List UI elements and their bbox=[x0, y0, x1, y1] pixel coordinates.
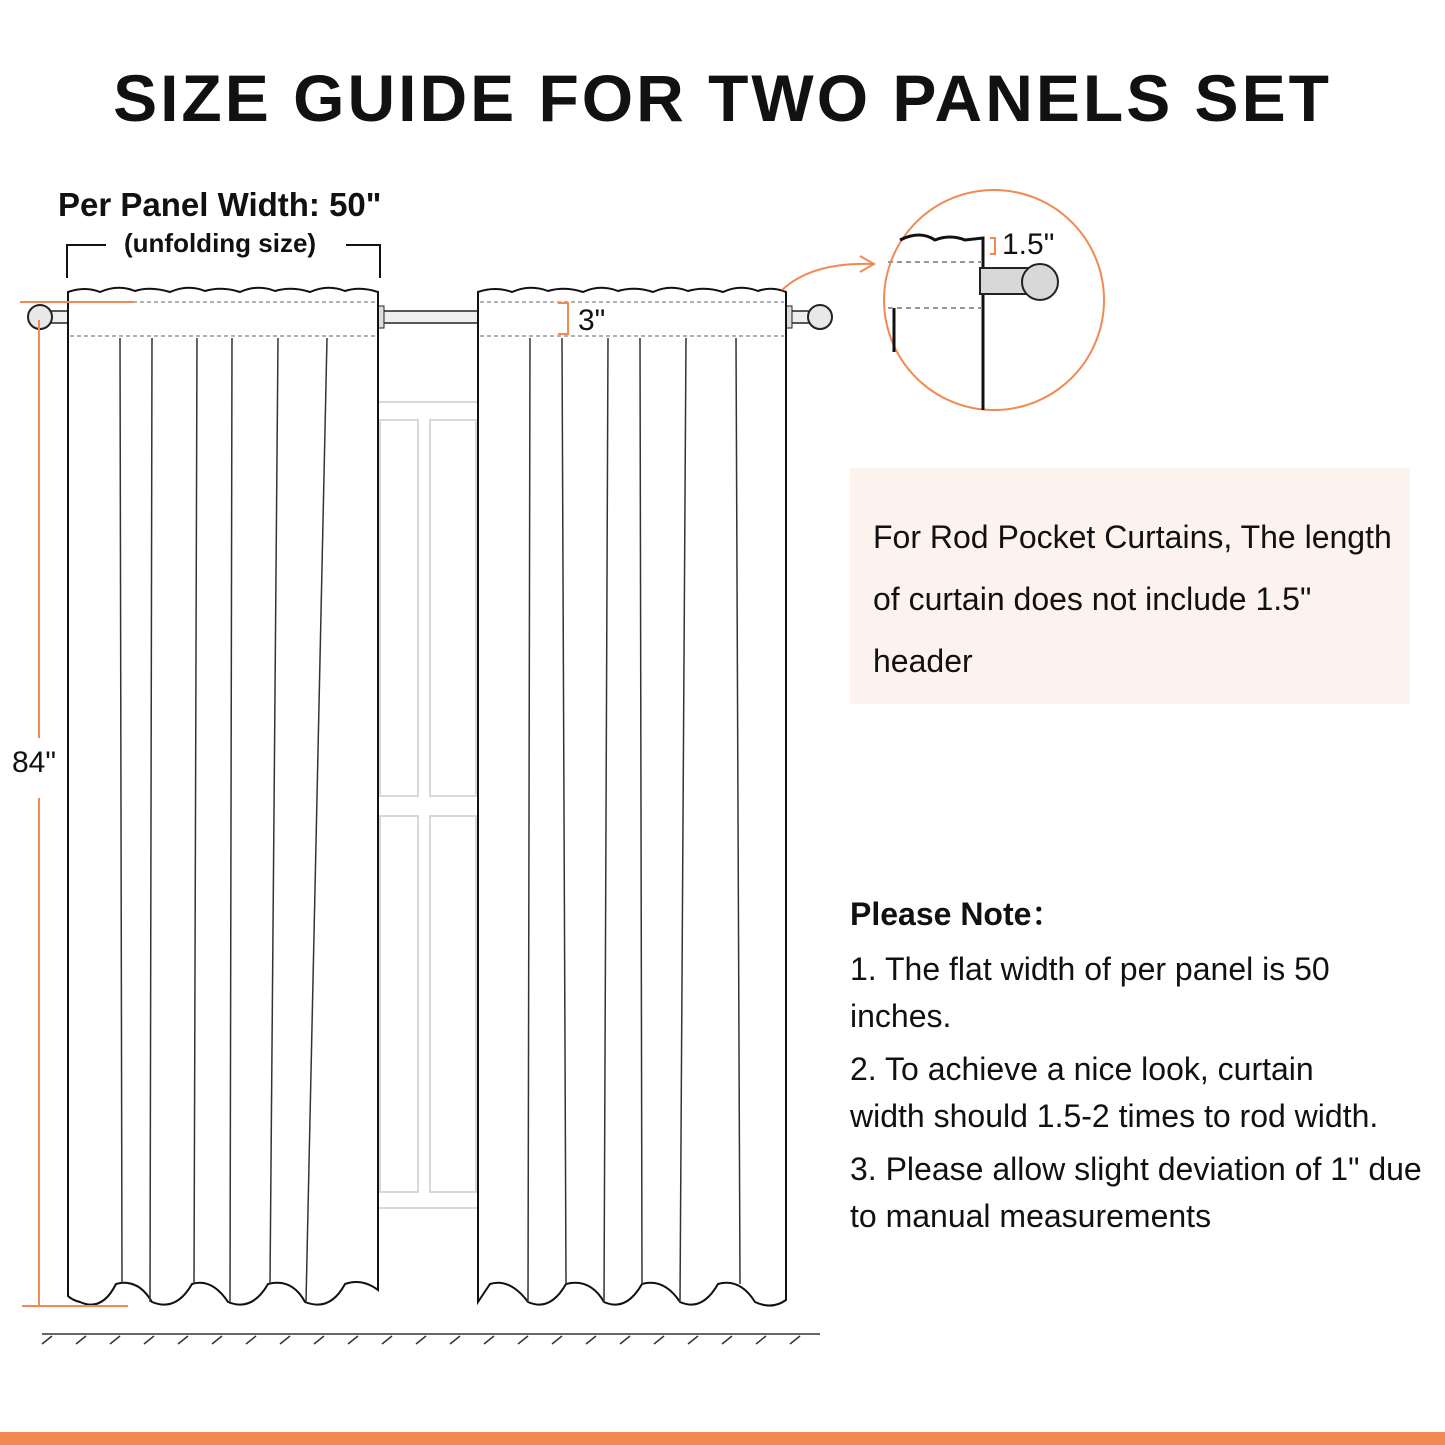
width-sublabel: (unfolding size) bbox=[124, 228, 317, 258]
note-item: 1. The flat width of per panel is 50 inches. bbox=[850, 951, 1330, 1034]
pocket-label: 3" bbox=[578, 304, 606, 337]
note-item: 2. To achieve a nice look, curtain width should 1.5-2 times to rod width. bbox=[850, 1051, 1379, 1134]
floor bbox=[42, 1334, 820, 1344]
header-label: 1.5" bbox=[1002, 228, 1055, 261]
width-label: Per Panel Width: 50" bbox=[58, 186, 382, 223]
note-item: 3. Please allow slight deviation of 1" due to manual measurements bbox=[850, 1151, 1422, 1234]
page-title: SIZE GUIDE FOR TWO PANELS SET bbox=[113, 61, 1332, 135]
zoom-detail bbox=[884, 190, 1104, 410]
zoom-arrow-icon bbox=[782, 256, 874, 290]
length-label: 84" bbox=[12, 746, 57, 779]
note-section bbox=[850, 892, 1430, 1246]
info-text: For Rod Pocket Curtains, The length of curtain does not include 1.5" header bbox=[873, 519, 1392, 679]
left-curtain-panel bbox=[68, 288, 378, 1305]
bottom-accent-bar bbox=[0, 1432, 1445, 1445]
window-frame bbox=[378, 402, 478, 1208]
info-box bbox=[850, 468, 1410, 704]
note-heading: Please Note： bbox=[850, 896, 1064, 932]
